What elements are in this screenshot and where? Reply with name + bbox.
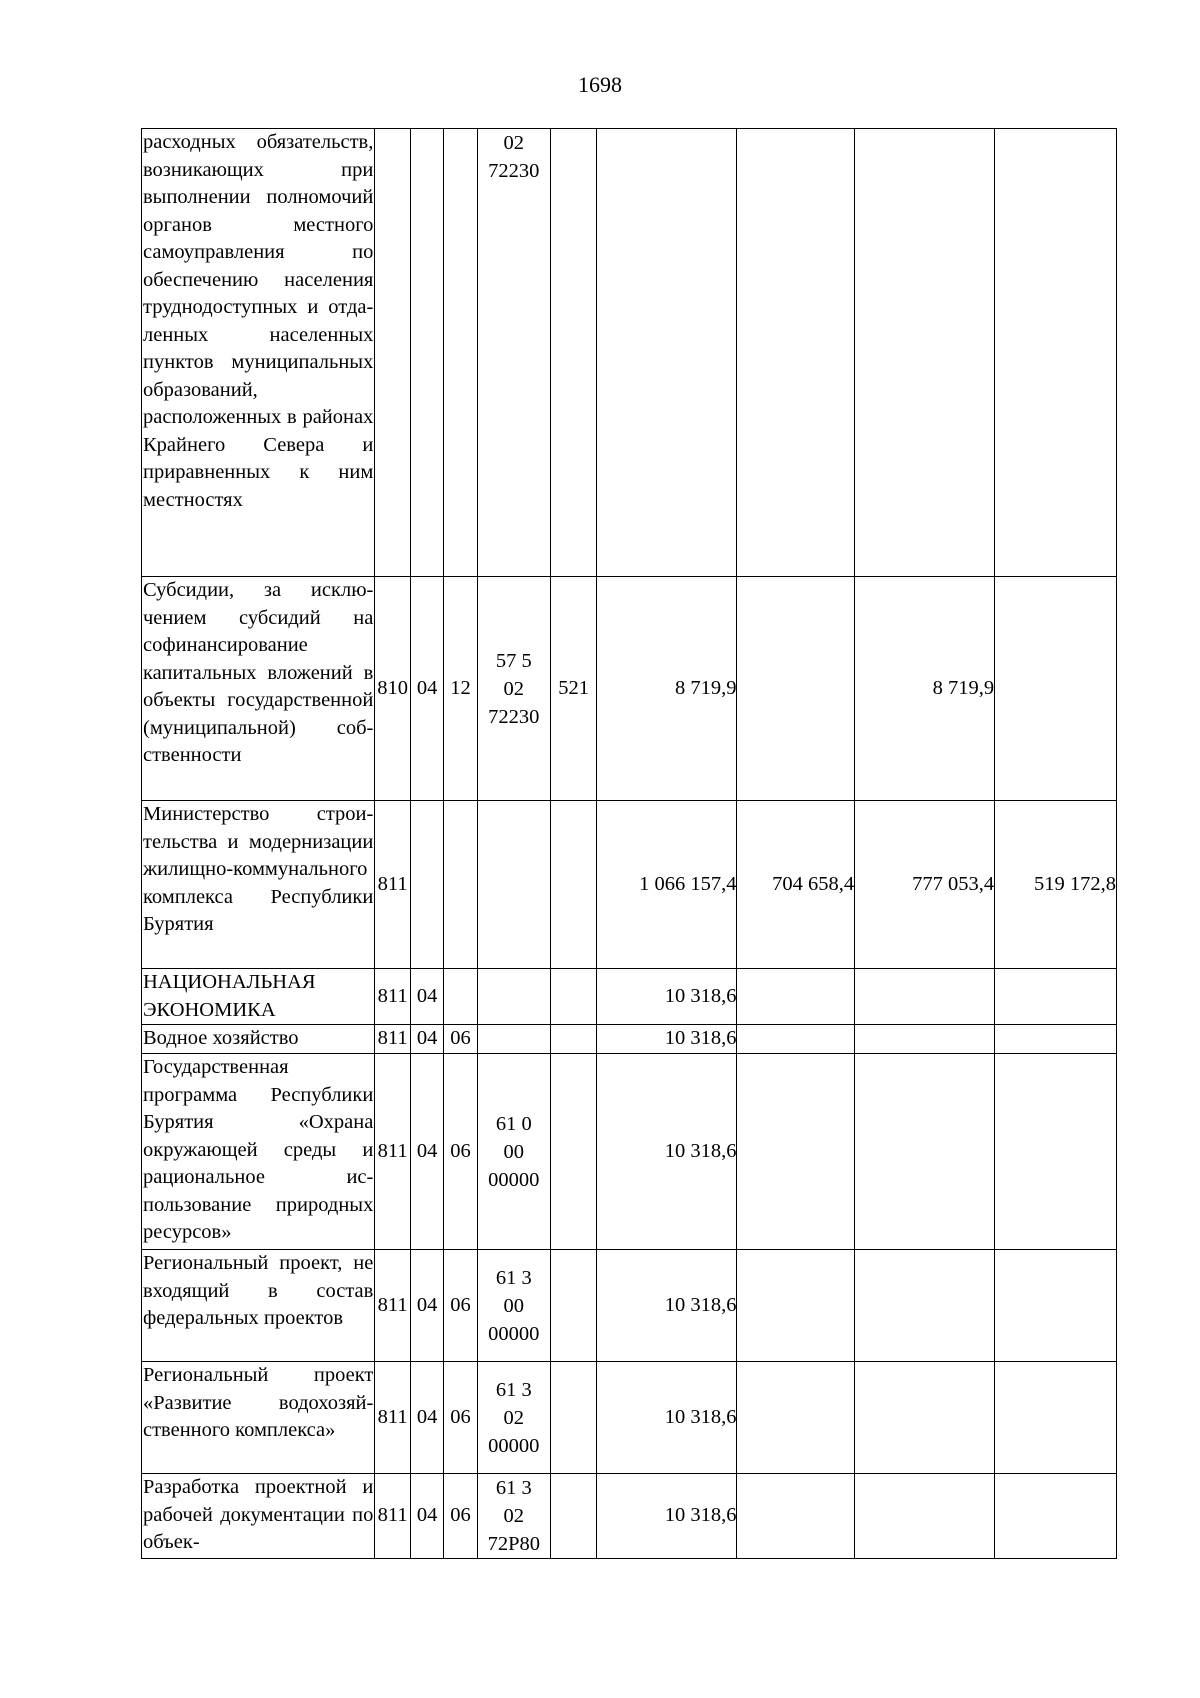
row-name-cell: Субсидии, за исключением субсидий на софинансирование капитальных вложений в объекты государственной (муниципальной) собственности <box>142 577 375 801</box>
amount-cell <box>855 129 995 577</box>
expense-type-cell <box>550 1362 597 1474</box>
target-article-line: 61 3 <box>495 1477 532 1499</box>
target-article-cell <box>477 129 550 577</box>
section-code-cell: 04 <box>410 1250 443 1362</box>
amount-cell: 519 172,8 <box>995 801 1117 969</box>
amount-cell <box>597 129 737 577</box>
subsection-code-cell: 06 <box>444 1362 477 1474</box>
ministry-code-cell <box>375 129 411 577</box>
row-name-cell: Региональный проект, не входящий в состав федеральных проектов <box>142 1250 375 1362</box>
expense-type-cell <box>550 1025 597 1054</box>
amount-cell <box>995 1250 1117 1362</box>
page-number: 1698 <box>578 72 622 97</box>
table-body <box>142 129 1117 1559</box>
target-article-cell <box>477 1025 550 1054</box>
table-row <box>142 129 1117 577</box>
subsection-code-cell: 12 <box>444 577 477 801</box>
amount-cell <box>855 969 995 1025</box>
row-name-cell: НАЦИОНАЛЬНАЯ ЭКОНОМИКА <box>142 969 375 1025</box>
budget-table <box>141 128 1117 1559</box>
amount-cell <box>737 969 855 1025</box>
row-name-cell: расходных обязательств, возникающих при выполнении полномочий органов местного самоуправления по обеспечению населения труднодоступных и отдаленных населенных пунктов муниципальных образований, расположенных в районах Крайнего Севера и приравненных к ним местностях <box>142 129 375 577</box>
section-code-cell: 04 <box>410 1362 443 1474</box>
amount-cell <box>855 1362 995 1474</box>
amount-cell: 10 318,6 <box>597 1474 737 1559</box>
subsection-code-cell: 06 <box>444 1025 477 1054</box>
amount-cell <box>995 969 1117 1025</box>
row-name-cell: Министерство строительства и модернизации жилищно-коммунального комплекса Республики Бурятия <box>142 801 375 969</box>
target-article-line: 72Р80 <box>487 1533 540 1555</box>
amount-cell <box>995 1025 1117 1054</box>
amount-cell <box>855 1250 995 1362</box>
section-code-cell: 04 <box>410 1054 443 1250</box>
target-article-cell <box>477 1054 550 1250</box>
amount-cell: 10 318,6 <box>597 1025 737 1054</box>
expense-type-cell <box>550 1054 597 1250</box>
amount-cell: 704 658,4 <box>737 801 855 969</box>
target-article-line: 57 5 <box>495 649 532 672</box>
target-article-line: 00000 <box>488 1434 540 1457</box>
ministry-code-cell: 811 <box>375 801 411 969</box>
target-article-cell <box>477 969 550 1025</box>
section-code-cell: 04 <box>410 1025 443 1054</box>
table-row <box>142 1054 1117 1250</box>
section-code-cell <box>410 129 443 577</box>
amount-cell <box>995 1362 1117 1474</box>
table-row <box>142 1362 1117 1474</box>
target-article-cell <box>477 577 550 801</box>
amount-cell: 10 318,6 <box>597 969 737 1025</box>
target-article-line: 00 <box>503 1294 525 1317</box>
subsection-code-cell <box>444 801 477 969</box>
amount-cell: 8 719,9 <box>855 577 995 801</box>
section-code-cell: 04 <box>410 577 443 801</box>
ministry-code-cell: 811 <box>375 1250 411 1362</box>
subsection-code-cell: 06 <box>444 1474 477 1559</box>
table-row <box>142 969 1117 1025</box>
subsection-code-cell <box>444 129 477 577</box>
target-article-line: 00 <box>503 1140 525 1163</box>
target-article-line: 02 <box>503 132 525 154</box>
ministry-code-cell: 811 <box>375 1025 411 1054</box>
amount-cell <box>737 1025 855 1054</box>
row-name-cell: Региональный проект «Развитие водохозяйственного комплекса» <box>142 1362 375 1474</box>
target-article-line: 00000 <box>488 1322 540 1345</box>
amount-cell <box>995 1474 1117 1559</box>
amount-cell <box>737 1362 855 1474</box>
ministry-code-cell: 811 <box>375 1474 411 1559</box>
target-article-cell <box>477 1474 550 1559</box>
table-row <box>142 801 1117 969</box>
ministry-code-cell: 811 <box>375 1054 411 1250</box>
amount-cell: 10 318,6 <box>597 1250 737 1362</box>
expense-type-cell <box>550 1250 597 1362</box>
amount-cell <box>855 1025 995 1054</box>
expense-type-cell: 521 <box>550 577 597 801</box>
target-article-line: 02 <box>503 1505 525 1527</box>
subsection-code-cell: 06 <box>444 1054 477 1250</box>
amount-cell <box>855 1474 995 1559</box>
target-article-cell <box>477 1362 550 1474</box>
row-name-cell: Государственная программа Республики Бурятия «Охрана окружающей среды и рациональное использование природных ресурсов» <box>142 1054 375 1250</box>
target-article-line: 72230 <box>488 160 540 182</box>
amount-cell <box>737 129 855 577</box>
row-name-cell: Водное хозяйство <box>142 1025 375 1054</box>
expense-type-cell <box>550 969 597 1025</box>
section-code-cell: 04 <box>410 969 443 1025</box>
table-row <box>142 1250 1117 1362</box>
table-row <box>142 1025 1117 1054</box>
amount-cell: 10 318,6 <box>597 1362 737 1474</box>
target-article-line: 02 <box>503 1406 525 1429</box>
ministry-code-cell: 811 <box>375 969 411 1025</box>
amount-cell: 777 053,4 <box>855 801 995 969</box>
target-article-cell <box>477 1250 550 1362</box>
amount-cell: 8 719,9 <box>597 577 737 801</box>
row-name-cell: Разработка проектной и рабочей документации по объек- <box>142 1474 375 1559</box>
target-article-line: 72230 <box>488 705 540 728</box>
amount-cell: 10 318,6 <box>597 1054 737 1250</box>
amount-cell <box>737 1250 855 1362</box>
expense-type-cell <box>550 801 597 969</box>
target-article-line: 02 <box>503 677 525 700</box>
target-article-line: 00000 <box>488 1168 540 1191</box>
amount-cell: 1 066 157,4 <box>597 801 737 969</box>
amount-cell <box>995 1054 1117 1250</box>
subsection-code-cell <box>444 969 477 1025</box>
target-article-line: 61 3 <box>495 1266 532 1289</box>
amount-cell <box>995 577 1117 801</box>
table-row <box>142 1474 1117 1559</box>
subsection-code-cell: 06 <box>444 1250 477 1362</box>
target-article-cell <box>477 801 550 969</box>
ministry-code-cell: 810 <box>375 577 411 801</box>
amount-cell <box>737 1474 855 1559</box>
amount-cell <box>855 1054 995 1250</box>
section-code-cell: 04 <box>410 1474 443 1559</box>
section-code-cell <box>410 801 443 969</box>
amount-cell <box>995 129 1117 577</box>
table-row <box>142 577 1117 801</box>
target-article-line: 61 0 <box>495 1112 532 1135</box>
amount-cell <box>737 577 855 801</box>
amount-cell <box>737 1054 855 1250</box>
expense-type-cell <box>550 1474 597 1559</box>
target-article-line: 61 3 <box>495 1378 532 1401</box>
expense-type-cell <box>550 129 597 577</box>
ministry-code-cell: 811 <box>375 1362 411 1474</box>
